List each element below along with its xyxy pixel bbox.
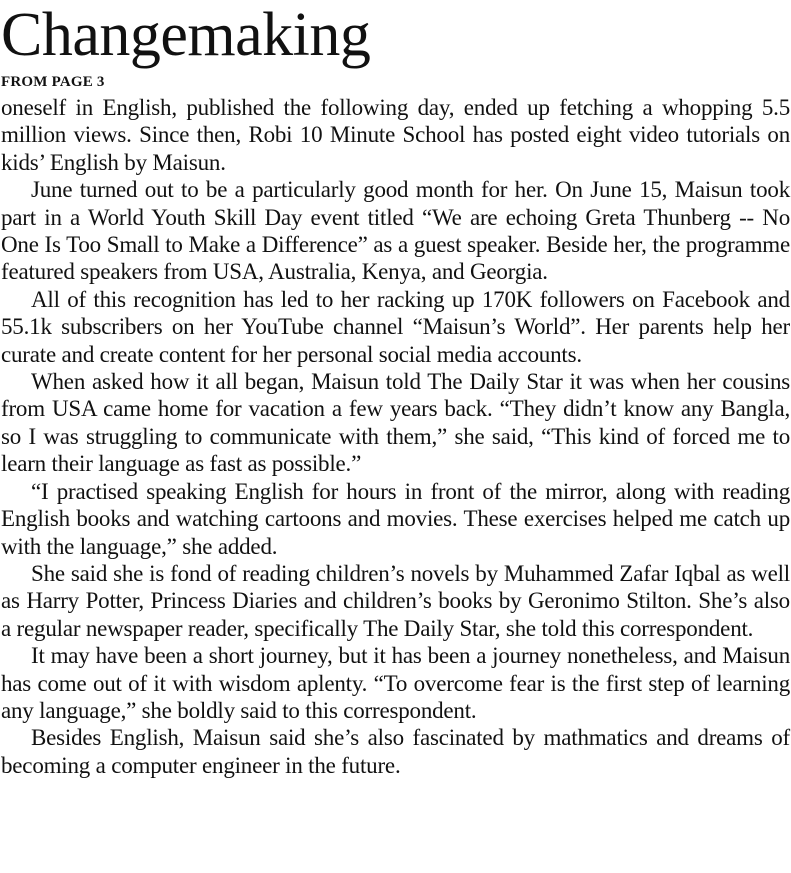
article-paragraph: She said she is fond of reading children’s novels by Muhammed Zafar Iqbal as well as Harry Potter, Princess Diaries and children’s books by Geronimo Stilton. She’s also a regular newspaper reader, specifically The Daily Star, she told this correspondent. xyxy=(1,560,790,641)
article-paragraph: All of this recognition has led to her racking up 170K followers on Facebook and 55.1k subscribers on her YouTube channel “Maisun’s World”. Her parents help her curate and create content for her personal social media accounts. xyxy=(1,286,790,367)
article-paragraph: oneself in English, published the following day, ended up fetching a whopping 5.5 million views. Since then, Robi 10 Minute School has posted eight video tutorials on kids’ English by Maisun. xyxy=(1,95,790,175)
article-headline: Changemaking xyxy=(1,1,371,69)
article-paragraph: Besides English, Maisun said she’s also fascinated by mathmatics and dreams of becoming a computer engineer in the future. xyxy=(1,725,790,778)
article-paragraph: It may have been a short journey, but it has been a journey nonetheless, and Maisun has come out of it with wisdom aplenty. “To overcome fear is the first step of learning any language,” she boldly said to this correspondent. xyxy=(1,643,790,723)
jump-label: FROM PAGE 3 xyxy=(1,74,105,90)
article-paragraph: “I practised speaking English for hours in front of the mirror, along with reading English books and watching cartoons and movies. These exercises helped me catch up with the language,” she added. xyxy=(1,478,790,559)
article-body xyxy=(1,94,790,779)
article-paragraph: June turned out to be a particularly good month for her. On June 15, Maisun took part in a World Youth Skill Day event titled “We are echoing Greta Thunberg -- No One Is Too Small to Make a Difference” as a guest speaker. Beside her, the programme featured speakers from USA, Australia, Kenya, and Georgia. xyxy=(1,177,790,285)
article-paragraph: When asked how it all began, Maisun told The Daily Star it was when her cousins from USA came home for vacation a few years back. “They didn’t know any Bangla, so I was struggling to communicate with them,” she said, “This kind of forced me to learn their language as fast as possible.” xyxy=(1,369,790,477)
